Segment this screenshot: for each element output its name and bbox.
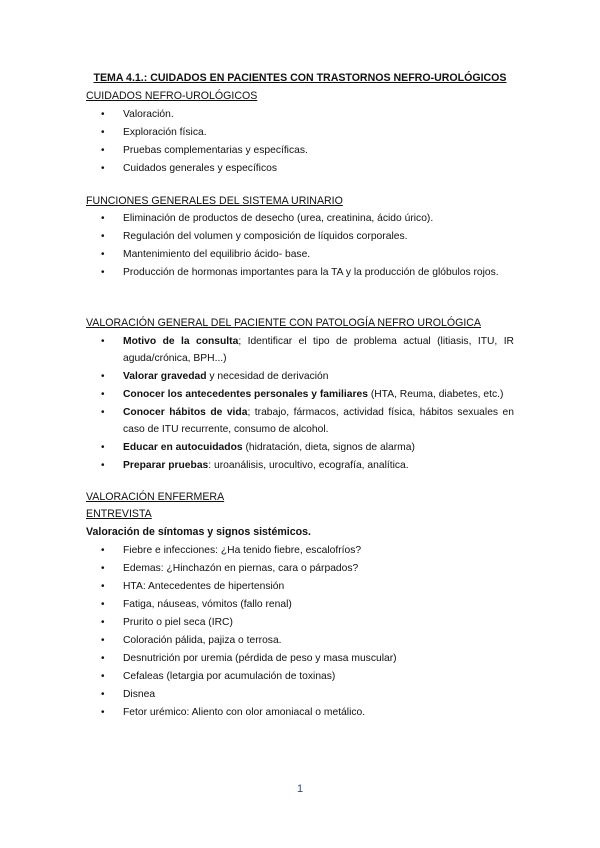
list-item: • Desnutrición por uremia (pérdida de peso y masa muscular) — [86, 650, 514, 668]
item-text: : uroanálisis, urocultivo, ecografía, analítica. — [208, 460, 409, 471]
list-item: • Cuidados generales y específicos — [86, 160, 514, 178]
item-text: (HTA, Reuma, diabetes, etc.) — [367, 389, 504, 400]
item-text: y necesidad de derivación — [206, 371, 329, 382]
item-bold-label: Preparar pruebas — [123, 460, 209, 471]
list-cuidados — [86, 106, 514, 178]
list-item: • Fiebre e infecciones: ¿Ha tenido fiebre, escalofríos? — [86, 542, 514, 560]
item-text: ; trabajo, fármacos, actividad física, hábitos sexuales en caso de ITU recurrente, consumo de alcohol. — [123, 407, 515, 435]
list-item: • Pruebas complementarias y específicas. — [86, 142, 514, 160]
section-heading-valoracion-enfermera: VALORACIÓN ENFERMERA — [86, 491, 225, 503]
section-heading-cuidados: CUIDADOS NEFRO-UROLÓGICOS — [86, 90, 258, 102]
list-valoracion-general — [86, 333, 514, 475]
list-item: • Producción de hormonas importantes para la TA y la producción de glóbulos rojos. — [86, 264, 514, 281]
list-item: • Coloración pálida, pajiza o terrosa. — [86, 632, 514, 650]
list-item — [86, 404, 514, 438]
list-item: • Fatiga, náuseas, vómitos (fallo renal) — [86, 596, 514, 614]
section-heading-funciones: FUNCIONES GENERALES DEL SISTEMA URINARIO — [86, 195, 343, 207]
list-item: • Mantenimiento del equilibrio ácido- base. — [86, 246, 514, 264]
list-item: • Regulación del volumen y composición de líquidos corporales. — [86, 228, 514, 246]
item-text: ; Identificar el tipo de problema actual (litiasis, ITU, IR aguda/crónica, BPH...) — [123, 336, 514, 364]
list-item: • HTA: Antecedentes de hipertensión — [86, 578, 514, 596]
list-item: • Fetor urémico: Aliento con olor amoniacal o metálico. — [86, 704, 514, 722]
list-item: • Disnea — [86, 686, 514, 704]
list-item — [86, 457, 514, 475]
item-bold-label: Conocer los antecedentes personales y familiares — [123, 389, 368, 400]
list-item — [86, 368, 514, 386]
list-item: • Exploración física. — [86, 124, 514, 142]
list-item — [86, 386, 514, 404]
section-heading-valoracion-general: VALORACIÓN GENERAL DEL PACIENTE CON PATOLOGÍA NEFRO UROLÓGICA — [86, 317, 481, 329]
list-item: • Valoración. — [86, 106, 514, 124]
subheading-entrevista: ENTREVISTA — [86, 508, 152, 520]
list-item: • Edemas: ¿Hinchazón en piernas, cara o párpados? — [86, 560, 514, 578]
list-item: • Prurito o piel seca (IRC) — [86, 614, 514, 632]
item-text: (hidratación, dieta, signos de alarma) — [242, 442, 415, 453]
page-number: 1 — [296, 783, 304, 795]
item-bold-label: Educar en autocuidados — [123, 442, 243, 453]
list-item — [86, 333, 514, 367]
list-sintomas — [86, 542, 514, 722]
item-bold-label: Motivo de la consulta — [123, 336, 239, 347]
list-item — [86, 439, 514, 457]
list-funciones — [86, 210, 514, 281]
item-bold-label: Conocer hábitos de vida — [123, 407, 248, 418]
bold-label-sintomas: Valoración de síntomas y signos sistémicos. — [86, 526, 311, 538]
list-item: • Cefaleas (letargia por acumulación de toxinas) — [86, 668, 514, 686]
document-title: TEMA 4.1.: CUIDADOS EN PACIENTES CON TRASTORNOS NEFRO-UROLÓGICOS — [93, 72, 507, 84]
item-bold-label: Valorar gravedad — [123, 371, 207, 382]
list-item: • Eliminación de productos de desecho (urea, creatinina, ácido úrico). — [86, 210, 514, 228]
